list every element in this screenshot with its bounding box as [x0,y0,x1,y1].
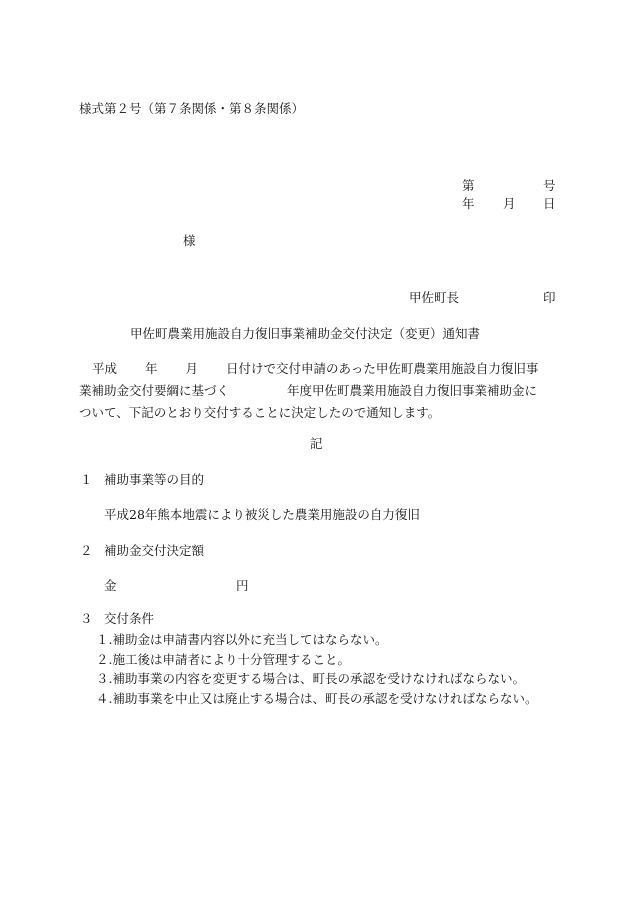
section-1-heading: 補助事業等の目的 [104,472,205,487]
document-title: 甲佐町農業用施設自力復旧事業補助金交付決定（変更）通知書 [130,326,481,341]
conditions-list [96,630,537,708]
ki-heading: 記 [310,436,323,451]
section-3-number: ３ [80,611,93,626]
condition-item: ３.補助事業の内容を変更する場合は、町長の承認を受けなければならない。 [96,671,525,686]
body-line-1-rest: 日付けで交付申請のあった甲佐町農業用施設自力復旧事 [226,361,539,376]
body-line-2 [79,380,561,402]
issuer-title: 甲佐町長 [409,290,460,305]
number-suffix: 号 [543,178,556,193]
body-paragraph [79,358,561,424]
section-1-number: １ [80,472,93,487]
body-line-1 [79,358,561,380]
date-year: 年 [462,196,475,211]
condition-item: １.補助金は申請書内容以外に充当してはならない。 [96,632,388,647]
condition-item: ４.補助事業を中止又は廃止する場合は、町長の承認を受けなければならない。 [96,690,538,706]
body-year: 年 [145,361,158,376]
condition-item: ２.施工後は申請者により十分管理すること。 [96,651,350,667]
body-month: 月 [185,361,199,376]
seal-mark: 印 [543,290,556,305]
number-prefix: 第 [462,178,475,193]
section-2-number: ２ [80,543,93,558]
body-line-2-rest: 年度甲佐町農業用施設自力復旧事業補助金に [287,383,538,398]
date-month: 月 [503,196,516,211]
date-day: 日 [543,196,556,211]
body-line-2-start: 業補助金交付要綱に基づく [79,383,230,398]
section-1-content: 平成28年熊本地震により被災した農業用施設の自力復旧 [104,507,420,522]
section-2-heading: 補助金交付決定額 [104,543,205,558]
body-era: 平成 [92,361,118,376]
addressee-suffix: 様 [183,233,196,248]
section-3-heading: 交付条件 [104,611,155,626]
form-label: 様式第２号（第７条関係・第８条関係） [79,101,305,116]
amount-prefix: 金 [104,578,117,593]
amount-suffix: 円 [236,578,249,593]
body-line-3: ついて、下記のとおり交付することに決定したので通知します。 [79,405,441,420]
